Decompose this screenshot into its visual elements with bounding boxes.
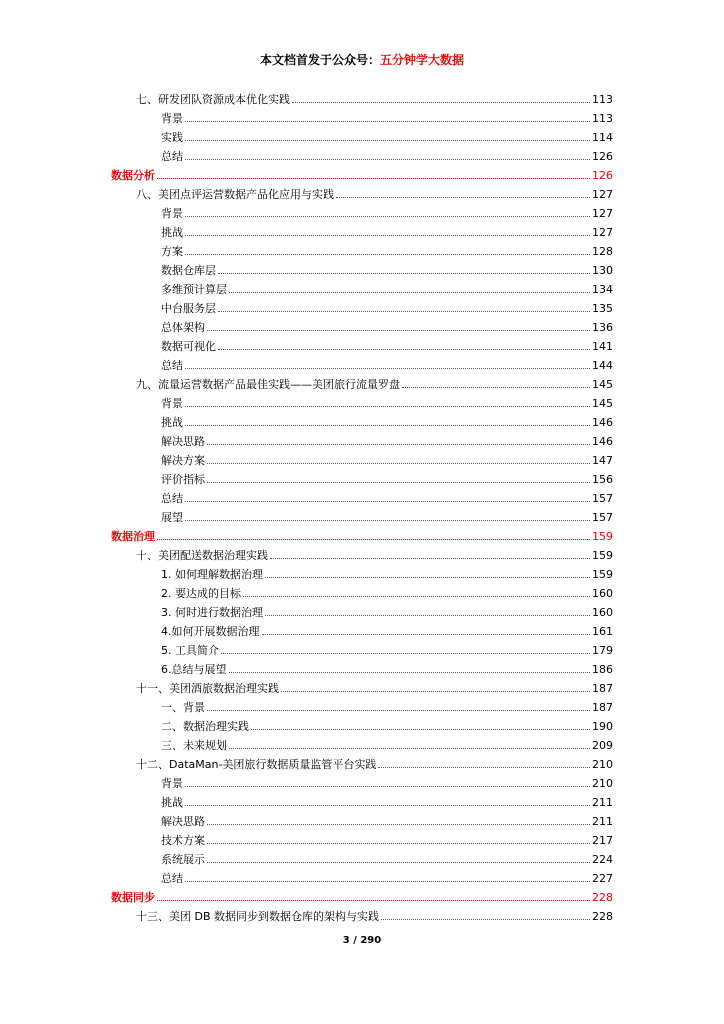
toc-page-number: 128 [592, 245, 613, 258]
toc-chapter-entry[interactable] [0, 373, 724, 392]
toc-subentry[interactable] [0, 354, 724, 373]
dot-leader [185, 367, 590, 369]
toc-page-number: 159 [592, 530, 613, 543]
dot-leader [207, 709, 590, 711]
toc-entry-title: 九、流量运营数据产品最佳实践——美团旅行流量罗盘 [136, 378, 400, 391]
toc-subentry[interactable] [0, 487, 724, 506]
toc-entry-title: 八、美团点评运营数据产品化应用与实践 [136, 188, 334, 201]
toc-page-number: 113 [592, 93, 613, 106]
toc-page-number: 210 [592, 777, 613, 790]
toc-entry-title: 背景 [161, 207, 183, 220]
toc-entry-title: 多维预计算层 [161, 283, 227, 296]
toc-page-number: 190 [592, 720, 613, 733]
dot-leader [265, 576, 590, 578]
toc-entry-title: 挑战 [161, 796, 183, 809]
toc-page-number: 146 [592, 435, 613, 448]
toc-subentry[interactable] [0, 202, 724, 221]
dot-leader [185, 120, 590, 122]
dot-leader [221, 652, 590, 654]
dot-leader [243, 595, 590, 597]
toc-entry-title: 技术方案 [161, 834, 205, 847]
toc-entry-title: 挑战 [161, 226, 183, 239]
toc-entry-title: 数据治理 [111, 530, 155, 543]
toc-entry-title: 1. 如何理解数据治理 [161, 568, 263, 581]
page-indicator: 3 / 290 [342, 935, 382, 946]
toc-page-number: 127 [592, 207, 613, 220]
dot-leader [292, 101, 590, 103]
toc-entry-title: 十三、美团 DB 数据同步到数据仓库的架构与实践 [136, 910, 380, 923]
toc-subentry[interactable] [0, 316, 724, 335]
toc-page-number: 157 [592, 511, 613, 524]
toc-subentry[interactable] [0, 506, 724, 525]
toc-subentry[interactable] [0, 468, 724, 487]
toc-entry-title: 中台服务层 [161, 302, 216, 315]
toc-entry-title: 系统展示 [161, 853, 205, 866]
dot-leader [218, 272, 590, 274]
dot-leader [281, 690, 590, 692]
toc-subentry[interactable] [0, 829, 724, 848]
toc-page-number: 228 [592, 910, 613, 923]
dot-leader [218, 348, 590, 350]
toc-page-number: 141 [592, 340, 613, 353]
dot-leader [229, 291, 590, 293]
toc-subentry[interactable] [0, 848, 724, 867]
toc-chapter-entry[interactable] [0, 544, 724, 563]
dot-leader [185, 880, 590, 882]
toc-subentry[interactable] [0, 430, 724, 449]
toc-entry-title: 总结 [161, 150, 183, 163]
toc-entry-title: 3. 何时进行数据治理 [161, 606, 263, 619]
toc-entry-title: 总体架构 [161, 321, 205, 334]
toc-entry-title: 背景 [161, 777, 183, 790]
toc-entry-title: 总结 [161, 872, 183, 885]
toc-page-number: 187 [592, 701, 613, 714]
toc-entry-title: 数据可视化 [161, 340, 216, 353]
toc-entry-title: 背景 [161, 397, 183, 410]
toc-page-number: 217 [592, 834, 613, 847]
toc-page-number: 145 [592, 397, 613, 410]
toc-subentry[interactable] [0, 563, 724, 582]
toc-subentry[interactable] [0, 221, 724, 240]
toc-subentry[interactable] [0, 601, 724, 620]
toc-entry-title: 总结 [161, 492, 183, 505]
toc-entry-title: 方案 [161, 245, 183, 258]
header-prefix: 本文档首发于公众号： [259, 53, 380, 67]
toc-page-number: 224 [592, 853, 613, 866]
dot-leader [262, 633, 591, 635]
dot-leader [336, 196, 590, 198]
toc-chapter-entry[interactable] [0, 905, 724, 924]
toc-page-number: 144 [592, 359, 613, 372]
toc-page-number: 147 [592, 454, 613, 467]
toc-page-number: 130 [592, 264, 613, 277]
dot-leader [207, 462, 590, 464]
toc-subentry[interactable] [0, 696, 724, 715]
toc-subentry[interactable] [0, 791, 724, 810]
dot-leader [185, 424, 590, 426]
dot-leader [207, 823, 590, 825]
toc-chapter-entry[interactable] [0, 88, 724, 107]
header-account-name: 五分钟学大数据 [380, 53, 465, 67]
toc-entry-title: 数据仓库层 [161, 264, 216, 277]
dot-leader [185, 500, 590, 502]
dot-leader [185, 405, 590, 407]
toc-chapter-entry[interactable] [0, 183, 724, 202]
toc-entry-title: 背景 [161, 112, 183, 125]
dot-leader [185, 139, 590, 141]
toc-page-number: 157 [592, 492, 613, 505]
dot-leader [229, 671, 591, 673]
dot-leader [185, 804, 590, 806]
dot-leader [251, 728, 590, 730]
toc-page-number: 134 [592, 283, 613, 296]
toc-section-heading[interactable] [0, 886, 724, 905]
toc-subentry[interactable] [0, 867, 724, 886]
toc-entry-title: 评价指标 [161, 473, 205, 486]
toc-subentry[interactable] [0, 810, 724, 829]
toc-chapter-entry[interactable] [0, 753, 724, 772]
toc-subentry[interactable] [0, 772, 724, 791]
toc-subentry[interactable] [0, 107, 724, 126]
dot-leader [185, 234, 590, 236]
toc-entry-title: 数据同步 [111, 891, 155, 904]
toc-page-number: 135 [592, 302, 613, 315]
toc-subentry[interactable] [0, 734, 724, 753]
dot-leader [381, 918, 590, 920]
toc-page-number: 228 [592, 891, 613, 904]
toc-page-number: 126 [592, 150, 613, 163]
document-header [0, 52, 724, 68]
toc-page-number: 227 [592, 872, 613, 885]
toc-entry-title: 展望 [161, 511, 183, 524]
toc-page-number: 210 [592, 758, 613, 771]
toc-page-number: 114 [592, 131, 613, 144]
dot-leader [378, 766, 590, 768]
dot-leader [207, 481, 590, 483]
toc-entry-title: 解决思路 [161, 815, 205, 828]
toc-entry-title: 解决思路 [161, 435, 205, 448]
toc-entry-title: 4.如何开展数据治理 [161, 625, 260, 638]
toc-page-number: 126 [592, 169, 613, 182]
toc-page-number: 136 [592, 321, 613, 334]
dot-leader [157, 899, 590, 901]
dot-leader [157, 177, 590, 179]
toc-entry-title: 二、数据治理实践 [161, 720, 249, 733]
dot-leader [270, 557, 590, 559]
toc-page-number: 127 [592, 226, 613, 239]
toc-page-number: 113 [592, 112, 613, 125]
toc-entry-title: 十一、美团酒旅数据治理实践 [136, 682, 279, 695]
toc-page-number: 160 [592, 587, 613, 600]
dot-leader [185, 519, 590, 521]
dot-leader [265, 614, 590, 616]
toc-page-number: 159 [592, 549, 613, 562]
dot-leader [157, 538, 590, 540]
dot-leader [207, 443, 590, 445]
dot-leader [185, 215, 590, 217]
toc-subentry[interactable] [0, 278, 724, 297]
toc-subentry[interactable] [0, 259, 724, 278]
toc-entry-title: 解决方案 [161, 454, 205, 467]
toc-page-number: 179 [592, 644, 613, 657]
toc-subentry[interactable] [0, 715, 724, 734]
toc-entry-title: 十、美团配送数据治理实践 [136, 549, 268, 562]
toc-entry-title: 总结 [161, 359, 183, 372]
toc-subentry[interactable] [0, 639, 724, 658]
toc-subentry[interactable] [0, 126, 724, 145]
toc-subentry[interactable] [0, 392, 724, 411]
toc-entry-title: 挑战 [161, 416, 183, 429]
toc-chapter-entry[interactable] [0, 677, 724, 696]
toc-entry-title: 5. 工具简介 [161, 644, 219, 657]
toc-entry-title: 七、研发团队资源成本优化实践 [136, 93, 290, 106]
toc-entry-title: 十二、DataMan-美团旅行数据质量监管平台实践 [136, 758, 377, 771]
toc-page-number: 211 [592, 815, 613, 828]
toc-page-number: 127 [592, 188, 613, 201]
toc-subentry[interactable] [0, 145, 724, 164]
dot-leader [207, 861, 590, 863]
dot-leader [229, 747, 590, 749]
toc-page-number: 145 [592, 378, 613, 391]
toc-entry-title: 2. 要达成的目标 [161, 587, 241, 600]
toc-entry-title: 三、未来规划 [161, 739, 227, 752]
toc-page-number: 211 [592, 796, 613, 809]
toc-page-number: 209 [592, 739, 613, 752]
toc-page-number: 186 [592, 663, 613, 676]
dot-leader [185, 253, 590, 255]
dot-leader [185, 158, 590, 160]
toc-page-number: 146 [592, 416, 613, 429]
toc-subentry[interactable] [0, 658, 724, 677]
dot-leader [402, 386, 590, 388]
toc-subentry[interactable] [0, 582, 724, 601]
toc-subentry[interactable] [0, 449, 724, 468]
dot-leader [207, 842, 590, 844]
toc-entry-title: 一、背景 [161, 701, 205, 714]
toc-entry-title: 6.总结与展望 [161, 663, 227, 676]
toc-subentry[interactable] [0, 297, 724, 316]
toc-entry-title: 实践 [161, 131, 183, 144]
toc-page-number: 156 [592, 473, 613, 486]
toc-section-heading[interactable] [0, 525, 724, 544]
toc-page-number: 187 [592, 682, 613, 695]
toc-section-heading[interactable] [0, 164, 724, 183]
toc-page-number: 161 [592, 625, 613, 638]
toc-page-number: 160 [592, 606, 613, 619]
toc-subentry[interactable] [0, 240, 724, 259]
toc-entry-title: 数据分析 [111, 169, 155, 182]
toc-subentry[interactable] [0, 620, 724, 639]
toc-subentry[interactable] [0, 411, 724, 430]
dot-leader [207, 329, 590, 331]
toc-subentry[interactable] [0, 335, 724, 354]
dot-leader [185, 785, 590, 787]
dot-leader [218, 310, 590, 312]
toc-page-number: 159 [592, 568, 613, 581]
